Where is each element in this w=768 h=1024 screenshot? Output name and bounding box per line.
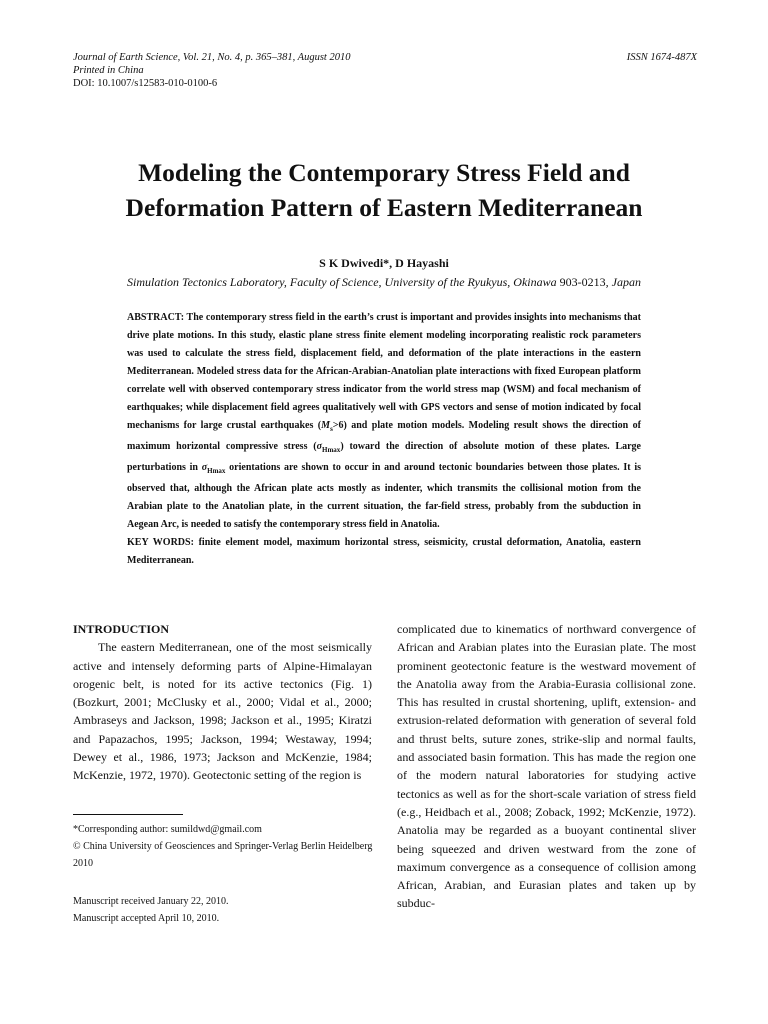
intro-paragraph-right: complicated due to kinematics of northward convergence of African and Arabian plates into the Eurasian plate. The most prominent geotectonic feature is the westward movement of the Anatolia away from the Arabia-Eurasia collisional zone. This has resulted in crustal shortening, uplift, extension- and extrusion-related deformation with generation of several fold and thrust belts, suture zones, strike-slip and normal faults, and associated basin formation. This has made the region one of the modern natural laboratories for studying active tectonics as well as for the short-scale variation of stress field (e.g., Heidbach et al., 2008; Zoback, 1992; McKenzie, 1972). Anatolia may be regarded as a buoyant continental sliver being squeezed and driven westward from the zone of maximum convergence as a consequence of collision among African, Arabian, and Eurasian plates and taken up by subduc-: [397, 622, 696, 911]
corresponding-author: *Corresponding author: sumildwd@gmail.com: [73, 824, 262, 835]
affiliation-postcode: 903-0213: [556, 275, 606, 289]
keywords-label: KEY WORDS:: [127, 537, 194, 548]
abstract: [127, 309, 641, 570]
affiliation-country: Japan: [611, 275, 641, 289]
accepted-date: Manuscript accepted April 10, 2010.: [73, 913, 220, 924]
sigma-symbol: σ: [316, 441, 323, 452]
intro-paragraph-left: The eastern Mediterranean, one of the most seismically active and intensely deforming parts of Alpine-Himalayan orogenic belt, is noted for its active tectonics (Fig. 1) (Bozkurt, 2001; McClusky et al., 2000; Vidal et al., 2000; Ambraseys and Jackson, 1998; Jackson et al., 1995; Kiratzi and Papazachos, 1995; Jackson, 1994; Westaway, 1994; Dewey et al., 1986, 1973; Jackson and McKenzie, 1984; McKenzie, 1972, 1970). Geotectonic setting of the region is: [73, 640, 372, 783]
title-line-2: Deformation Pattern of Eastern Mediterranean: [125, 193, 643, 222]
footnotes: [73, 821, 393, 872]
received-date: Manuscript received January 22, 2010.: [73, 896, 229, 907]
affiliation: Simulation Tectonics Laboratory, Faculty of Science, University of the Ryukyus, Okinawa 903-0213, Japan: [127, 275, 641, 289]
author-list: S K Dwivedi*, D Hayashi: [319, 256, 449, 270]
abstract-label: ABSTRACT:: [127, 312, 185, 323]
printed-in: Printed in China: [73, 65, 144, 76]
ms-symbol: M: [321, 420, 331, 431]
article-title: [40, 155, 728, 225]
abstract-body: ABSTRACT: The contemporary stress field in the earth’s crust is important and provides insights into mechanisms that drive plate motions. In this study, elastic plane stress finite element modeling incorporating realistic rock parameters was used to calculate the stress field, displacement field, and deformation of the plate interactions in the eastern Mediterranean. Modeled stress data for the African-Arabian-Anatolian plate interactions with fixed European platform correlate well with observed contemporary stress indicator from the world stress map (WSM) and focal mechanism of earthquakes; while displacement field agrees qualitatively well with GPS vectors and sense of motion indicated by focal mechanisms for large crustal earthquakes $(M_s>6)$ and plate motion models. Modeling result shows the direction of maximum horizontal compressive stress $(\sigma_{Hmax})$ toward the direction of absolute motion of these plates. Large perturbations in $\sigma_{Hmax}$ orientations are shown to occur in and around tectonic boundaries between those plates. It is observed that, although the African plate acts mostly as indenter, which transmits the collisional motion from the Arabian plate to the Anatolian plate, in the current situation, the far-field stress, probably from the subduction in Aegean Arc, is needed to satisfy the contemporary stress field in Anatolia.: [127, 312, 641, 530]
right-column: [397, 620, 696, 913]
title-line-1: Modeling the Contemporary Stress Field and: [138, 158, 630, 187]
keywords: KEY WORDS: finite element model, maximum horizontal stress, seismicity, crustal deformation, Anatolia, eastern Mediterranean.: [127, 537, 641, 566]
footnote-rule: [73, 814, 183, 815]
sigma-symbol-2: σ: [201, 462, 208, 473]
issn: ISSN 1674-487X: [626, 52, 697, 63]
journal-citation: Journal of Earth Science, Vol. 21, No. 4, p. 365–381, August 2010: [73, 52, 351, 63]
left-column: [73, 620, 372, 785]
doi: DOI: 10.1007/s12583-010-0100-6: [73, 78, 218, 89]
affiliation-institution: Simulation Tectonics Laboratory, Faculty of Science, University of the Ryukyus, Okinawa: [127, 275, 557, 289]
copyright-notice: © China University of Geosciences and Springer-Verlag Berlin Heidelberg 2010: [73, 841, 373, 869]
section-heading-introduction: INTRODUCTION: [73, 622, 170, 636]
manuscript-dates: [73, 893, 393, 927]
running-header: [73, 51, 697, 90]
